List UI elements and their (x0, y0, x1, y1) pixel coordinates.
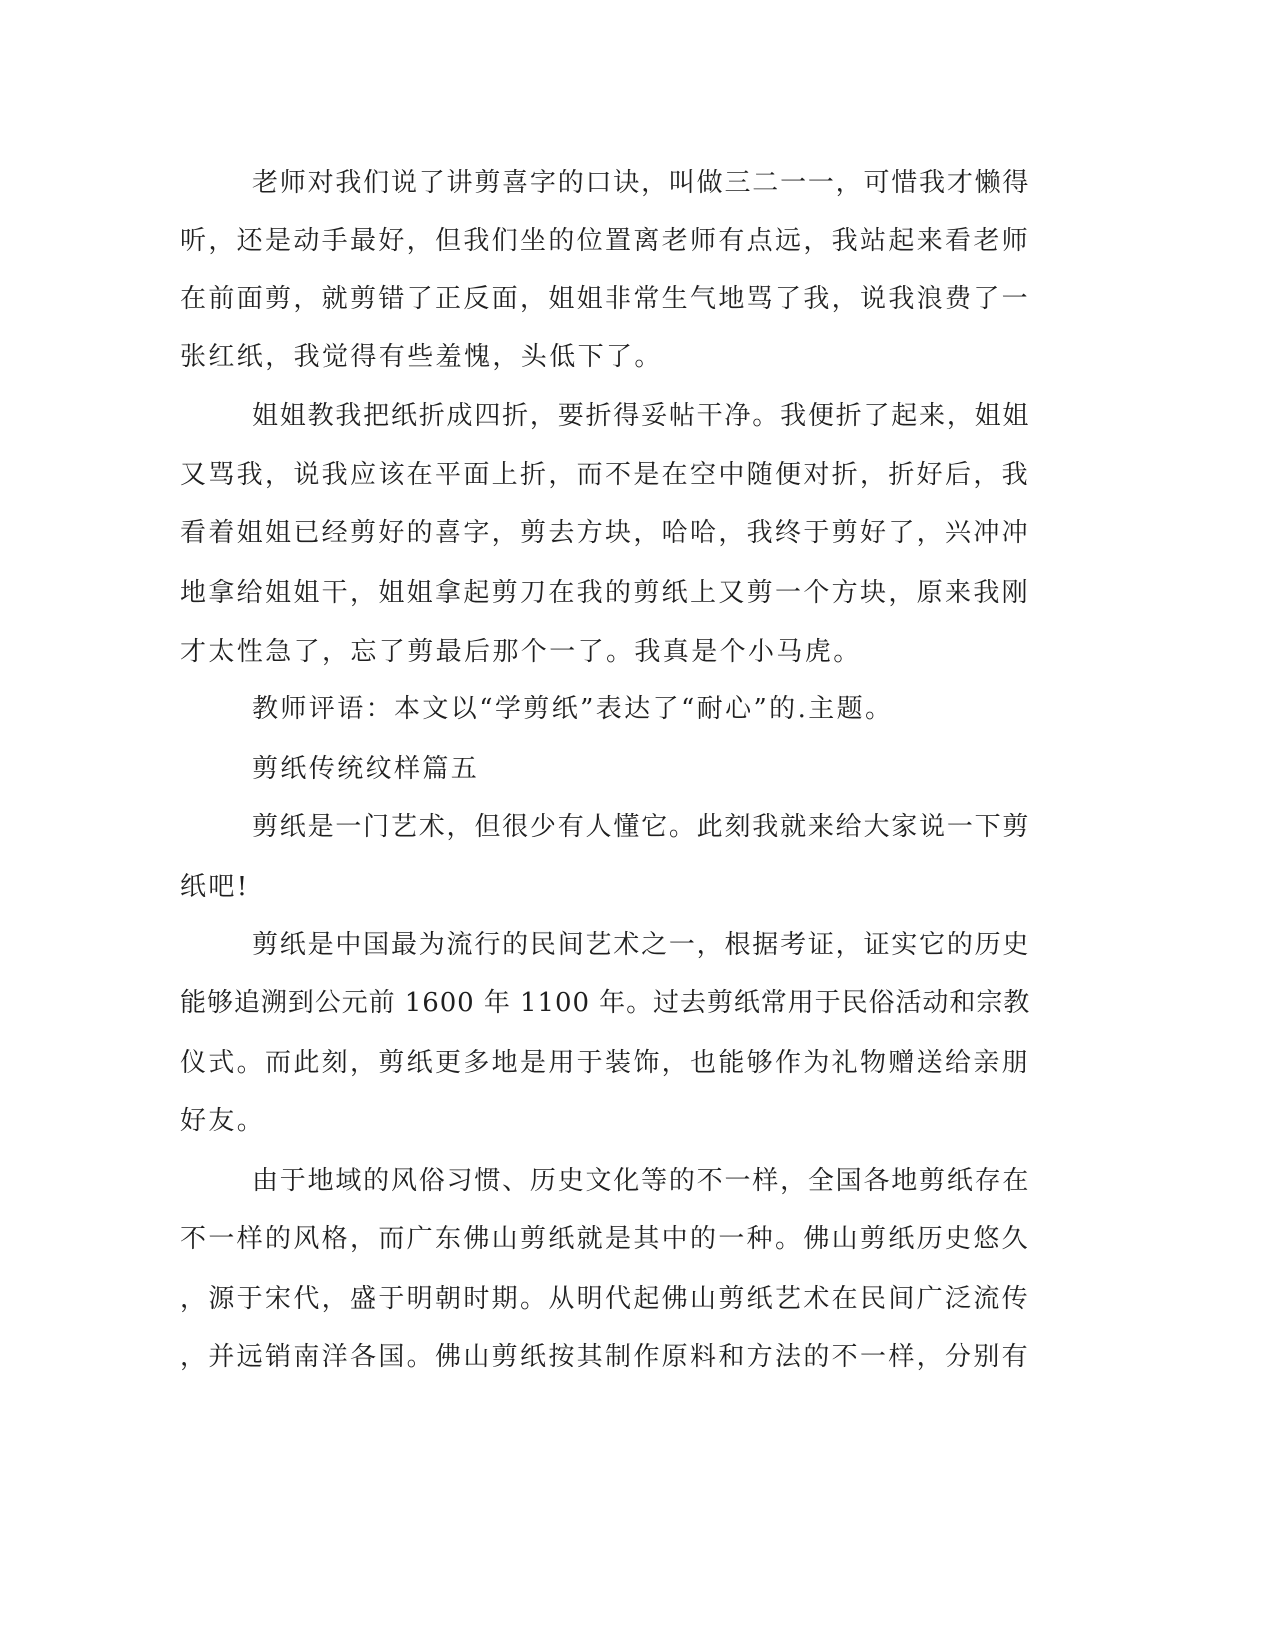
text-line: 姐姐教我把纸折成四折，要折得妥帖干净。我便折了起来，姐姐 (252, 401, 1031, 431)
text-line: 才太性急了，忘了剪最后那个一了。我真是个小马虎。 (180, 637, 862, 667)
text-line: 在前面剪，就剪错了正反面，姐姐非常生气地骂了我，说我浪费了一 (180, 284, 1031, 314)
text-line: 听，还是动手最好，但我们坐的位置离老师有点远，我站起来看老师 (180, 226, 1031, 256)
text-line: 剪纸是一门艺术，但很少有人懂它。此刻我就来给大家说一下剪 (252, 812, 1031, 842)
text-line: 张红纸，我觉得有些羞愧，头低下了。 (180, 342, 663, 372)
text-line: 不一样的风格，而广东佛山剪纸就是其中的一种。佛山剪纸历史悠久 (180, 1224, 1031, 1254)
text-line: 剪纸是中国最为流行的民间艺术之一，根据考证，证实它的历史 (252, 930, 1031, 960)
text-line: 地拿给姐姐干，姐姐拿起剪刀在我的剪纸上又剪一个方块，原来我刚 (180, 578, 1031, 608)
text-line: 由于地域的风俗习惯、历史文化等的不一样，全国各地剪纸存在 (252, 1166, 1031, 1196)
text-line: 看着姐姐已经剪好的喜字，剪去方块，哈哈，我终于剪好了，兴冲冲 (180, 518, 1031, 548)
text-line: 仪式。而此刻，剪纸更多地是用于装饰，也能够作为礼物赠送给亲朋 (180, 1048, 1031, 1078)
text-line: 纸吧! (180, 872, 250, 902)
text-line: 老师对我们说了讲剪喜字的口诀，叫做三二一一，可惜我才懒得 (252, 168, 1031, 198)
section-heading: 剪纸传统纹样篇五 (252, 754, 480, 784)
text-line: ，并远销南洋各国。佛山剪纸按其制作原料和方法的不一样，分别有 (180, 1342, 1031, 1372)
text-line: 又骂我，说我应该在平面上折，而不是在空中随便对折，折好后，我 (180, 460, 1031, 490)
text-line: ，源于宋代，盛于明朝时期。从明代起佛山剪纸艺术在民间广泛流传 (180, 1284, 1031, 1314)
text-line: 好友。 (180, 1106, 266, 1136)
text-line: 能够追溯到公元前 1600 年 1100 年。过去剪纸常用于民俗活动和宗教 (180, 988, 1031, 1018)
text-line: 教师评语：本文以“学剪纸”表达了“耐心”的.主题。 (252, 694, 894, 724)
